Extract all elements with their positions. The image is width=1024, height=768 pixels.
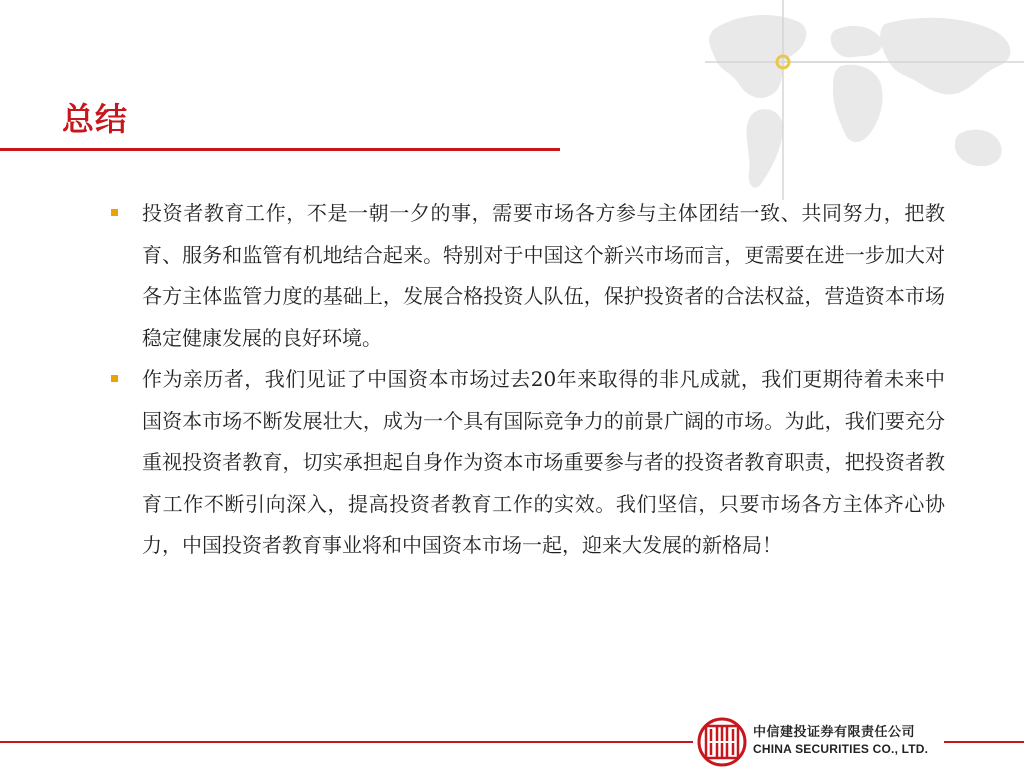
company-name-en: CHINA SECURITIES CO., LTD.	[753, 742, 929, 756]
bullet-text-1: 投资者教育工作，不是一朝一夕的事，需要市场各方参与主体团结一致、共同努力，把教育、服务和监管有机地结合起来。特别对于中国这个新兴市场而言，更需要在进一步加大对各方主体监管力度的基础上，发展合格投资人队伍，保护投资者的合法权益，营造资本市场稳定健康发展的良好环境。	[142, 201, 945, 350]
bullet-item-2	[110, 359, 945, 567]
footer-rule-left	[0, 741, 693, 743]
title-underline	[0, 148, 560, 151]
bullet-list	[110, 193, 945, 567]
citic-emblem-icon	[697, 717, 747, 767]
footer-rule-right	[944, 741, 1024, 743]
bullet-marker-icon	[111, 375, 118, 382]
world-map-icon	[695, 0, 1024, 200]
page-title: 总结	[62, 100, 129, 138]
bullet-text-2: 作为亲历者，我们见证了中国资本市场过去20年来取得的非凡成就，我们更期待着未来中国资本市场不断发展壮大，成为一个具有国际竞争力的前景广阔的市场。为此，我们要充分重视投资者教育，切实承担起自身作为资本市场重要参与者的投资者教育职责，把投资者教育工作不断引向深入，提高投资者教育工作的实效。我们坚信，只要市场各方主体齐心协力，中国投资者教育事业将和中国资本市场一起，迎来大发展的新格局！	[142, 367, 945, 557]
bullet-marker-icon	[111, 209, 118, 216]
bullet-item-1	[110, 193, 945, 359]
company-name-cn: 中信建投证券有限责任公司	[753, 725, 916, 740]
